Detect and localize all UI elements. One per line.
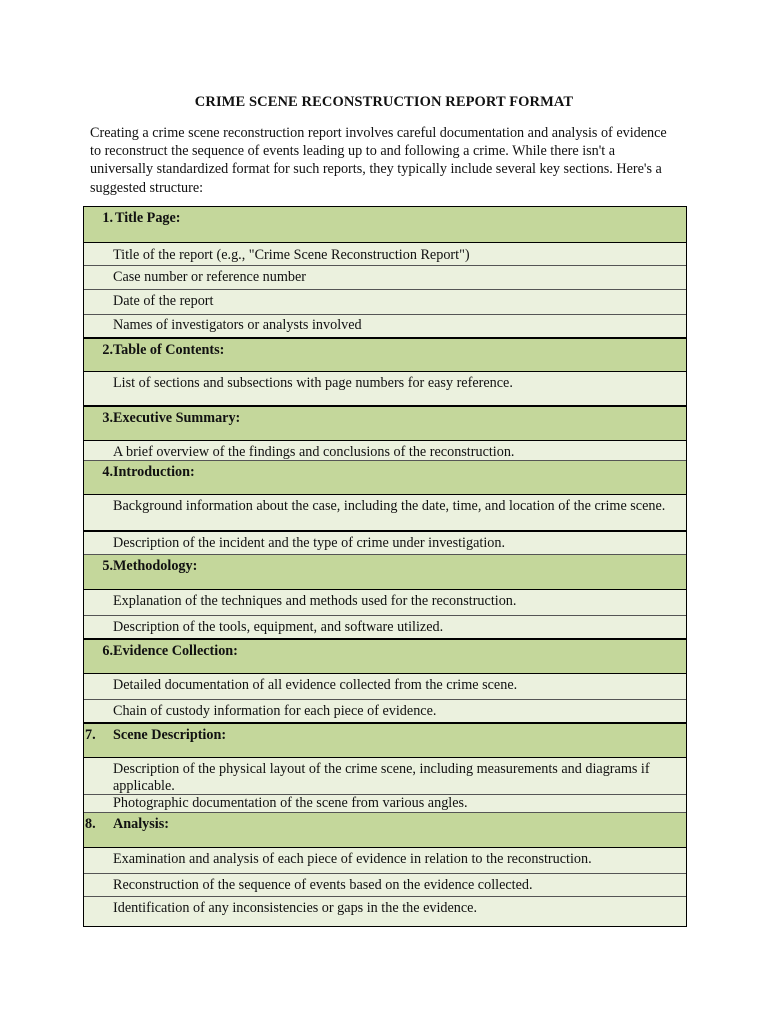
section-item bbox=[84, 590, 686, 616]
section-number: 4. bbox=[102, 464, 113, 480]
section-5-header bbox=[84, 555, 686, 590]
section-item bbox=[84, 674, 686, 700]
section-6-header bbox=[84, 640, 686, 674]
section-item-text: Case number or reference number bbox=[113, 269, 307, 285]
section-item bbox=[84, 372, 686, 407]
section-item bbox=[84, 848, 686, 874]
section-heading: Evidence Collection: bbox=[113, 643, 238, 659]
section-item bbox=[84, 290, 686, 315]
section-4-header bbox=[84, 461, 686, 495]
section-item-text: Photographic documentation of the scene from various angles. bbox=[113, 795, 468, 811]
section-item-text: Chain of custody information for each piece of evidence. bbox=[113, 703, 437, 719]
section-item-text: Description of the physical layout of the crime scene, including measurements and diagrams if applicable. bbox=[113, 761, 650, 794]
section-item bbox=[84, 315, 686, 339]
section-item-text: Date of the report bbox=[113, 293, 214, 309]
section-item-text: A brief overview of the findings and conclusions of the reconstruction. bbox=[113, 444, 515, 460]
section-item-text: Detailed documentation of all evidence collected from the crime scene. bbox=[113, 677, 518, 693]
section-item-text: Explanation of the techniques and methods used for the reconstruction. bbox=[113, 593, 517, 609]
section-heading: Executive Summary: bbox=[113, 410, 241, 426]
section-2-header bbox=[84, 339, 686, 372]
section-item bbox=[84, 874, 686, 897]
section-item-text: Identification of any inconsistencies or gaps in the the evidence. bbox=[113, 900, 478, 916]
section-item-text: Reconstruction of the sequence of events based on the evidence collected. bbox=[113, 877, 533, 893]
section-heading: Table of Contents: bbox=[113, 342, 225, 358]
section-item bbox=[84, 897, 686, 927]
section-item-text: Background information about the case, including the date, time, and location of the crime scene. bbox=[113, 498, 666, 514]
section-8-header bbox=[84, 813, 686, 848]
section-item bbox=[84, 243, 686, 266]
section-item bbox=[84, 495, 686, 532]
section-1-header bbox=[84, 207, 686, 243]
section-item-text: Title of the report (e.g., "Crime Scene Reconstruction Report") bbox=[113, 247, 470, 263]
section-number: 3. bbox=[102, 410, 113, 426]
section-item bbox=[84, 616, 686, 640]
section-item bbox=[84, 758, 686, 795]
section-item-text: Description of the tools, equipment, and software utilized. bbox=[113, 619, 444, 635]
section-item-text: List of sections and subsections with page numbers for easy reference. bbox=[113, 375, 513, 391]
section-heading: Analysis: bbox=[113, 816, 169, 832]
intro-paragraph: Creating a crime scene reconstruction report involves careful documentation and analysis of evidence to reconstruct the sequence of events leading up to and following a crime. While there isn't a universally standardized format for such reports, they typically include several key sections. Here's a suggested structure: bbox=[90, 125, 667, 196]
section-item bbox=[84, 700, 686, 724]
section-number: 2. bbox=[102, 342, 113, 358]
section-heading: Scene Description: bbox=[113, 727, 227, 743]
section-heading: Introduction: bbox=[113, 464, 195, 480]
section-number: 7. bbox=[85, 727, 96, 743]
section-item bbox=[84, 795, 686, 813]
section-item-text: Examination and analysis of each piece of evidence in relation to the reconstruction. bbox=[113, 851, 592, 867]
section-3-header bbox=[84, 407, 686, 441]
section-number: 8. bbox=[85, 816, 96, 832]
section-number: 6. bbox=[102, 643, 113, 659]
section-heading: Methodology: bbox=[113, 558, 198, 574]
section-item-text: Names of investigators or analysts involved bbox=[113, 317, 362, 333]
section-item bbox=[84, 441, 686, 461]
section-item bbox=[84, 266, 686, 290]
section-item-text: Description of the incident and the type of crime under investigation. bbox=[113, 535, 506, 551]
section-item bbox=[84, 532, 686, 555]
document-title: CRIME SCENE RECONSTRUCTION REPORT FORMAT bbox=[194, 94, 574, 110]
section-heading: Title Page: bbox=[115, 210, 181, 226]
section-number: 5. bbox=[102, 558, 113, 574]
section-7-header bbox=[84, 724, 686, 758]
section-number: 1. bbox=[102, 210, 113, 226]
report-structure-table bbox=[83, 206, 687, 927]
